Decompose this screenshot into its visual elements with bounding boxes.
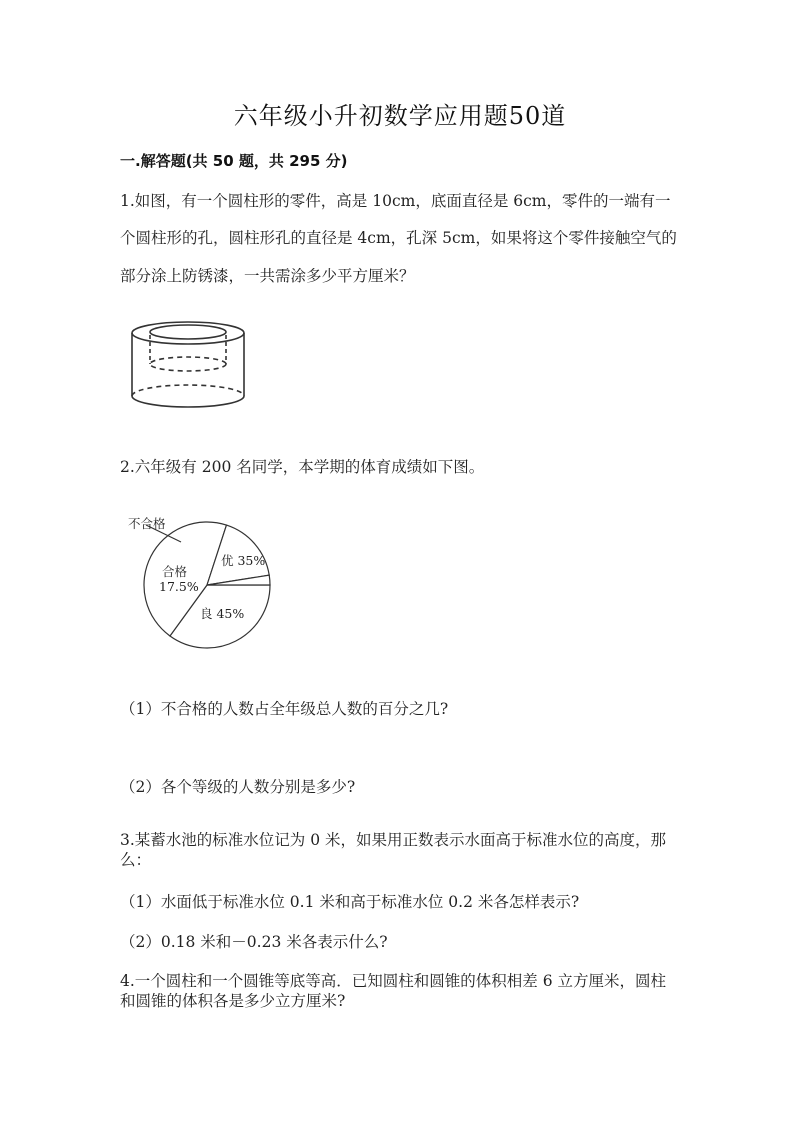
cylinder-bottom-back-arc (132, 385, 244, 396)
hole-bottom-ellipse (150, 357, 226, 371)
pie-label-fail: 不合格 (128, 516, 166, 531)
cylinder-bottom-front-arc (132, 396, 244, 407)
pie-label-excellent: 优 35% (221, 553, 266, 568)
page-title: 六年级小升初数学应用题50道 (233, 102, 567, 130)
question-1-line-2: 个圆柱形的孔，圆柱形孔的直径是 4cm，孔深 5cm，如果将这个零件接触空气的 (120, 229, 677, 247)
question-2-stem: 2.六年级有 200 名同学，本学期的体育成绩如下图。 (120, 458, 485, 476)
question-1-line-3: 部分涂上防锈漆，一共需涂多少平方厘米？ (120, 267, 415, 285)
pie-label-pass-name: 合格 (162, 564, 188, 579)
question-3-sub-2: （2）0.18 米和－0.23 米各表示什么? (120, 933, 388, 951)
grade-pie-chart (122, 510, 292, 660)
question-2-sub-2: （2）各个等级的人数分别是多少? (120, 778, 356, 796)
cylinder-part-figure (128, 318, 252, 412)
question-4-stem: 4.一个圆柱和一个圆锥等底等高．已知圆柱和圆锥的体积相差 6 立方厘米，圆柱和圆锥的体积各是多少立方厘米? (120, 972, 667, 1010)
question-1-line-1: 1.如图，有一个圆柱形的零件，高是 10cm，底面直径是 6cm，零件的一端有一 (120, 192, 671, 210)
question-3-stem: 3.某蓄水池的标准水位记为 0 米，如果用正数表示水面高于标准水位的高度，那么： (120, 831, 667, 869)
hole-top-ellipse (150, 325, 226, 339)
section-heading: 一.解答题(共 50 题，共 295 分) (120, 152, 348, 170)
pie-label-pass-percent: 17.5% (159, 579, 199, 594)
question-3-sub-1: （1）水面低于标准水位 0.1 米和高于标准水位 0.2 米各怎样表示? (120, 893, 580, 911)
question-2-sub-1: （1）不合格的人数占全年级总人数的百分之几? (120, 700, 449, 718)
pie-label-good: 良 45% (200, 606, 245, 621)
